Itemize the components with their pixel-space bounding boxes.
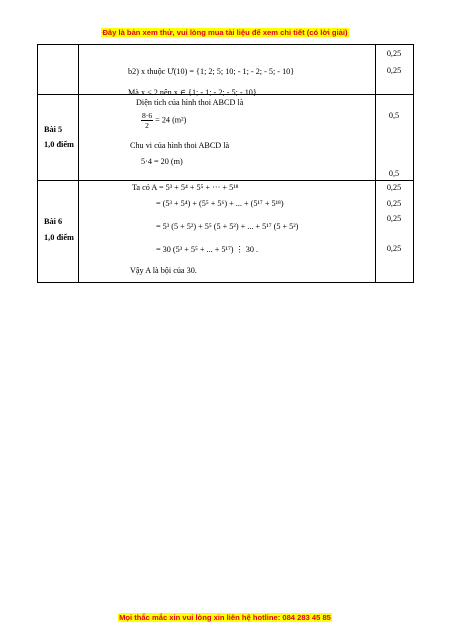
fraction: $\frac{8\cdot 6}{2}$	[142, 111, 153, 130]
proof-step: Ta có A = 5³ + 5⁴ + 5⁵ + ··· + 5¹⁸	[132, 183, 239, 192]
score: 0,25	[386, 66, 402, 75]
proof-step: = 5³ (5 + 5²) + 5⁵ (5 + 5²) + ... + 5¹⁷ (5 + 5²)	[156, 222, 299, 231]
exercise-title: Bài 5	[44, 125, 63, 134]
table-row	[38, 95, 414, 181]
exercise-points: 1,0 điểm	[44, 140, 74, 149]
score-cell	[376, 95, 414, 181]
exercise-title: Bài 6	[44, 217, 63, 226]
conclusion: Vậy A là bội của 30.	[130, 266, 197, 275]
table-row	[38, 181, 414, 283]
preview-banner: Đây là bản xem thử, vui lòng mua tài liệu để xem chi tiết (có lời giải)	[102, 28, 348, 37]
proof-step: = (5³ + 5⁴) + (5⁵ + 5⁶) + ... + (5¹⁷ + 5¹⁸)	[156, 199, 284, 208]
score: 0,5	[388, 111, 400, 120]
score: 0,25	[386, 244, 402, 253]
score: 0,25	[386, 49, 402, 58]
hotline-banner: Mọi thắc mắc xin vui lòng xin liên hệ hotline: 084 283 45 85	[119, 613, 331, 622]
content-cell	[79, 181, 376, 283]
ma-x-line: Mà x < 2 nên x ∈ {1; - 1; - 2; - 5; - 10} .	[128, 88, 261, 97]
score-cell	[376, 45, 414, 95]
area-formula: $\frac{8\cdot 6}{2}$ = 24 (m²)	[142, 111, 187, 130]
score: 0,5	[388, 169, 400, 178]
proof-step: = 30 (5³ + 5⁵ + ... + 5¹⁷) ⋮ 30 .	[156, 245, 259, 254]
exercise-points: 1,0 điểm	[44, 233, 74, 242]
area-text: Diện tích của hình thoi ABCD là	[136, 98, 244, 107]
score: 0,25	[386, 214, 402, 223]
label-cell	[38, 181, 79, 283]
label-cell	[38, 45, 79, 95]
perimeter-text: Chu vi của hình thoi ABCD là	[130, 141, 230, 150]
score: 0,25	[386, 199, 402, 208]
solution-table	[37, 44, 414, 283]
table-row	[38, 45, 414, 95]
score-cell	[376, 181, 414, 283]
label-cell	[38, 95, 79, 181]
perimeter-formula: 5·4 = 20 (m)	[141, 157, 183, 166]
content-cell	[79, 45, 376, 95]
score: 0,25	[386, 183, 402, 192]
b2-line: b2) x thuộc Ư(10) = {1; 2; 5; 10; - 1; - 2; - 5; - 10}	[128, 67, 295, 76]
content-cell	[79, 95, 376, 181]
